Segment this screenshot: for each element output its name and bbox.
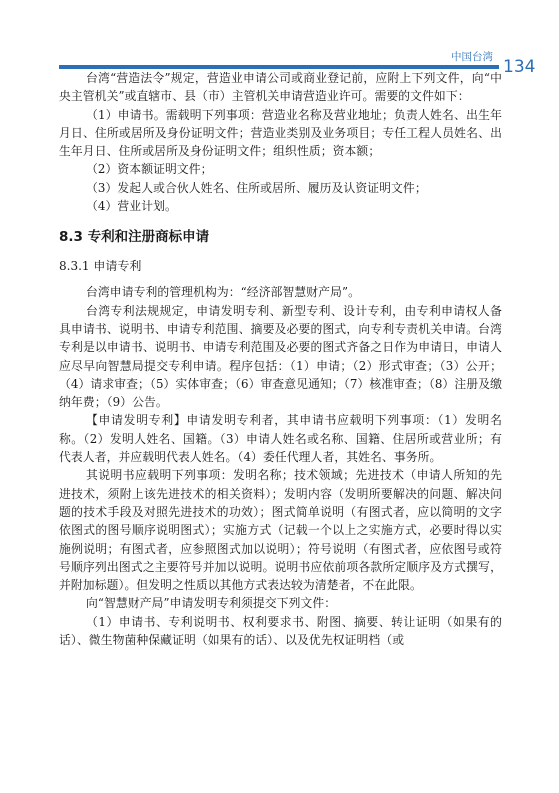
header-section-label: 中国台湾	[451, 51, 493, 63]
list-item-documents: （1）申请书、专利说明书、权利要求书、附图、摘要、转让证明（如果有的话）、微生物菌种保藏证明（如果有的话）、以及优先权证明档（或	[59, 614, 502, 648]
paragraph-required-documents: 向“智慧财产局”申请发明专利须提交下列文件：	[86, 596, 337, 611]
list-item-founders: （3）发起人或合伙人姓名、住所或居所、履历及认资证明文件；	[86, 180, 427, 195]
paragraph-authority: 台湾申请专利的管理机构为：“经济部智慧财产局”。	[86, 285, 360, 300]
subsection-heading: 8.3.1 申请专利	[59, 259, 142, 274]
paragraph-invention-application: 【申请发明专利】申请发明专利者，其申请书应载明下列事项：（1）发明名称。（2）发明人姓名、国籍。（3）申请人姓名或名称、国籍、住居所或营业所；有代表人者，并应载明代表人姓名。（4）委任代理人者，其姓名、事务所。	[59, 413, 502, 465]
page-content	[59, 69, 502, 649]
list-item-business-plan: （4）营业计划。	[86, 199, 177, 214]
section-heading: 8.3 专利和注册商标申请	[59, 229, 210, 246]
paragraph-specification: 其说明书应载明下列事项：发明名称；技术领域；先进技术（申请人所知的先进技术，须附上该先进技术的相关资料）；发明内容（发明所要解决的问题、解决问题的技术手段及对照先进技术的功效）；图式简单说明（有图式者，应以简明的文字依图式的图号顺序说明图式）；实施方式（记载一个以上之实施方式，必要时得以实施例说明；有图式者，应参照图式加以说明）；符号说明（有图式者，应依图号或符号顺序列出图式之主要符号并加以说明。说明书应依前项各款所定顺序及方式撰写，并附加标题）。但发明之性质以其他方式表达较为清楚者，不在此限。	[59, 468, 502, 593]
page-number: 134	[503, 57, 536, 77]
list-item-capital-proof: （2）资本额证明文件；	[86, 162, 213, 177]
list-item-application-form: （1）申请书。需载明下列事项：营造业名称及营业地址；负责人姓名、出生年月日、住所或居所及身份证明文件；营造业类别及业务项目；专任工程人员姓名、出生年月日、住所或居所及身份证明文件；组织性质；资本额；	[59, 107, 502, 159]
paragraph-construction-permit: 台湾“营造法令”规定，营造业申请公司或商业登记前，应附上下列文件，向“中央主管机关”或直辖市、县（市）主管机关申请营造业许可。需要的文件如下：	[59, 71, 502, 104]
paragraph-patent-procedure: 台湾专利法规规定，申请发明专利、新型专利、设计专利，由专利申请权人备具申请书、说明书、申请专利范围、摘要及必要的图式，向专利专责机关申请。台湾专利是以申请书、说明书、申请专利范围及必要的图式齐备之日作为申请日，申请人应尽早向智慧局提交专利申请。程序包括：（1）申请；（2）形式审查；（3）公开；（4）请求审查；（5）实体审查；（6）审查意见通知；（7）核准审查；（8）注册及缴纳年费；（9）公告。	[59, 303, 502, 410]
